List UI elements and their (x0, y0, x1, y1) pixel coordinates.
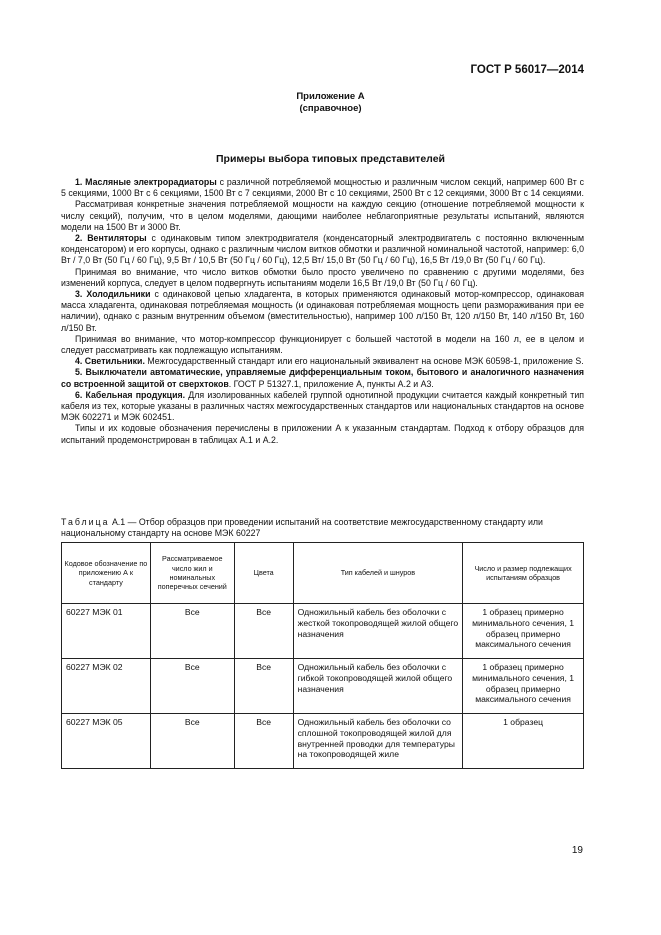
table-cell: Одножильный кабель без оболочки со сплошной токопроводящей жилой для внутренней проводки для температуры на токопроводящей жиле (293, 714, 463, 769)
column-header: Тип кабелей и шнуров (293, 543, 463, 604)
table-cell: Все (234, 604, 293, 659)
paragraph: Типы и их кодовые обозначения перечислены в приложении А к указанным стандартам. Подход к отбору образцов для испытаний продемонстрирован в таблицах А.1 и А.2. (61, 423, 584, 445)
paragraph-heading: 3. Холодильники (75, 289, 151, 300)
table-cell: Все (234, 714, 293, 769)
table-caption-label: Таблица (61, 517, 110, 527)
table-cell: Одножильный кабель без оболочки с гибкой токопроводящей жилой общего назначения (293, 659, 463, 714)
table-header-row (62, 543, 584, 604)
table-cell: 60227 МЭК 01 (62, 604, 151, 659)
table-cell: 60227 МЭК 05 (62, 714, 151, 769)
paragraph (61, 390, 584, 424)
paragraph-heading: 4. Светильники. (75, 356, 145, 367)
table-cell: Все (150, 604, 234, 659)
table-cell: Одножильный кабель без оболочки с жесткой токопроводящей жилой общего назначения (293, 604, 463, 659)
paragraph-text: . ГОСТ Р 51327.1, приложение А, пункты А.2 и А3. (228, 378, 434, 389)
column-header: Число и размер подлежащих испытаниям образцов (463, 543, 584, 604)
table-cell: 1 образец (463, 714, 584, 769)
table-cell: 1 образец примерно минимального сечения, 1 образец примерно максимального сечения (463, 659, 584, 714)
table-caption-text: А.1 — Отбор образцов при проведении испытаний на соответствие межгосударственному стандарту или национальному стандарту на основе МЭК 60227 (61, 517, 543, 539)
paragraph-text: Для изолированных кабелей группой однотипной продукции считается каждый конкретный тип кабеля из тех, которые указаны в различных частях межгосударственных стандартов или национальных стандартов на основе МЭК 602271 и МЭК 602451. (61, 389, 584, 423)
table-cell: 1 образец примерно минимального сечения, 1 образец примерно максимального сечения (463, 604, 584, 659)
paragraph-heading: 1. Масляные электрорадиаторы (75, 177, 217, 187)
table-cell: 60227 МЭК 02 (62, 659, 151, 714)
paragraph: Рассматривая конкретные значения потребляемой мощности на каждую секцию (отношение потребляемой мощности к числу секций), получим, что в целом моделями, дающими наиболее неблагоприятные результаты испытаний, являются модели на 1500 Вт и 3000 Вт. (61, 199, 584, 232)
paragraph-heading: 6. Кабельная продукция. (75, 389, 186, 400)
column-header: Кодовое обозначение по приложению А к стандарту (62, 543, 151, 604)
sampling-table (61, 542, 584, 769)
table-row (62, 604, 584, 659)
annex-subtitle: (справочное) (299, 103, 362, 114)
paragraph-heading: 2. Вентиляторы (75, 233, 147, 244)
paragraph: Принимая во внимание, что мотор-компрессор функционирует с большей частотой в модели на 160 л, ее в целом и следует рассматривать как подлежащую испытаниям. (61, 333, 584, 356)
table-row (62, 659, 584, 714)
paragraph-heading: 5. Выключатели автоматические, управляемые дифференциальным током, бытового и аналогичного назначения со встроенной защитой от сверхтоков (61, 367, 584, 389)
column-header: Цвета (234, 543, 293, 604)
annex-title: Приложение А (296, 91, 365, 102)
table-cell: Все (234, 659, 293, 714)
paragraph (61, 289, 584, 334)
paragraph (61, 233, 584, 267)
table-cell: Все (150, 659, 234, 714)
paragraph-text: с одинаковой цепью хладагента, в которых применяются одинаковый мотор-компрессор, одинаковая масса хладагента, одинаковая потребляемая мощность (и одинаковая потребляемая мощность цепи размораживания при ее наличии), однако с разным внутренним объемом (вместительностью), например 100 л/150 Вт, 120 л/150 Вт, 140 л/150 Вт, 160 л/150 Вт. (61, 289, 585, 333)
table-cell: Все (150, 714, 234, 769)
paragraph (61, 356, 584, 367)
section-title: Примеры выбора типовых представителей (215, 153, 445, 165)
table-row (62, 714, 584, 769)
paragraph-text: Межгосударственный стандарт или его национальный эквивалент на основе МЭК 60598-1, приложение S. (144, 356, 584, 367)
document-body (61, 177, 584, 446)
paragraph (61, 177, 584, 199)
table-caption (61, 517, 584, 539)
page-number: 19 (571, 845, 583, 856)
paragraph (61, 367, 584, 389)
paragraph-text: с различной потребляемой мощностью и различным числом секций, например 600 Вт с 5 секциями, 1000 Вт с 6 секциями, 1500 Вт с 7 секциями, 2000 Вт с 10 секциями, 2500 Вт с 12 секциями, 3000 Вт с 14 секциями. (61, 177, 585, 199)
column-header: Рассматриваемое число жил и номинальных поперечных сечений (150, 543, 234, 604)
paragraph-text: с одинаковым типом электродвигателя (конденсаторный электродвигатель с постоянно включенным конденсатором) и его корпусы, однако с различным числом витков обмотки и различной номинальной частотой, например: 6,0 Вт / 7,0 Вт (50 Гц / 60 Гц), 9,5 Вт / 10,5 Вт (50 Гц / 60 Гц), 12,5 Вт/ 15,0 Вт (50 Гц / 60 Гц), 16,5 Вт /19,0 Вт (50 Гц / 60 Гц). (61, 233, 584, 266)
standard-number: ГОСТ Р 56017—2014 (470, 64, 584, 76)
paragraph: Принимая во внимание, что число витков обмотки было просто увеличено по сравнению с другими моделями, без изменений корпуса, следует в целом подвергнуть испытаниям модели 16,5 Вт /19,0 Вт (50 Гц / 60 Гц). (61, 266, 584, 288)
